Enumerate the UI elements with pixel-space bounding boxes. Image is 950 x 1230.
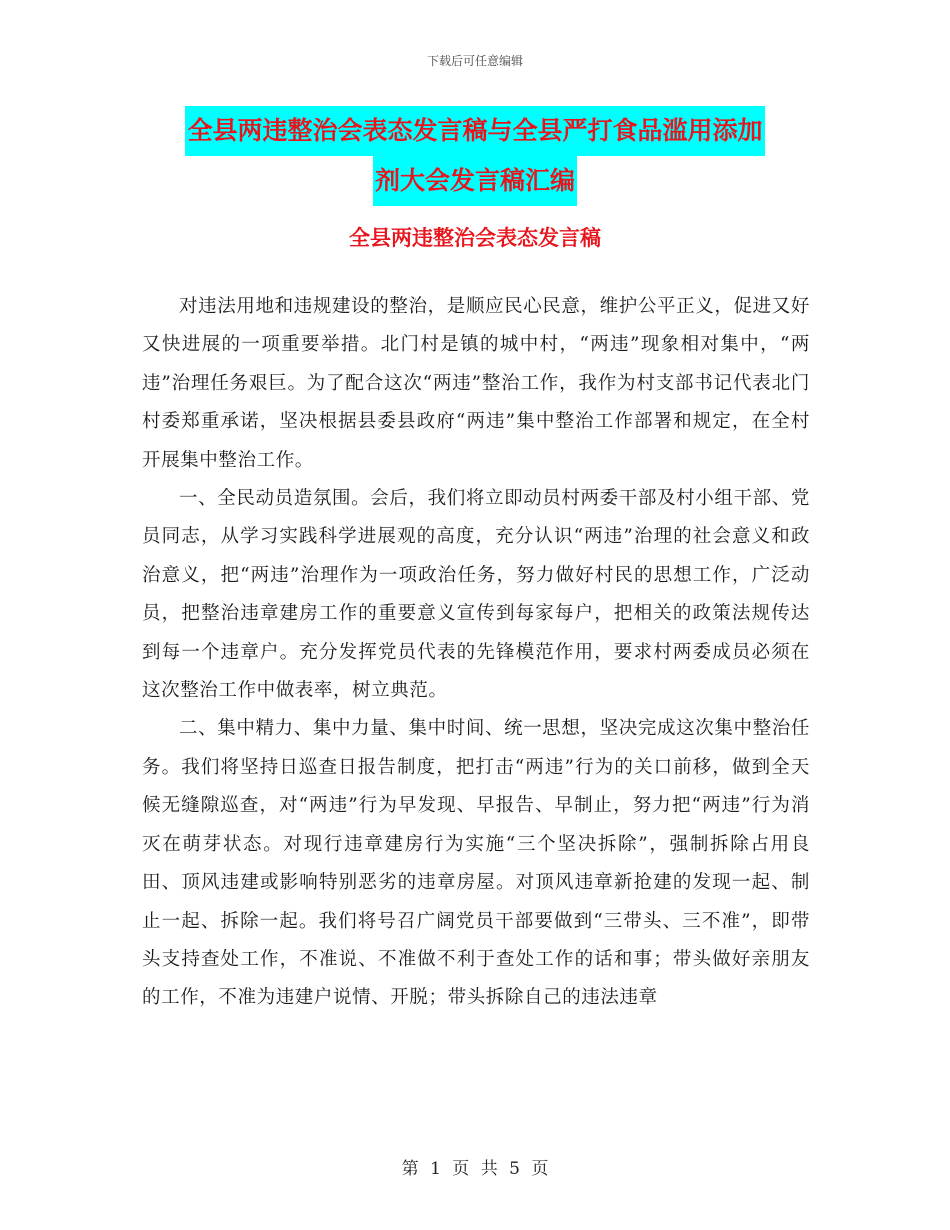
page-header-note: 下载后可任意编辑 [426,54,523,68]
paragraph-point-1: 一、全民动员造氛围。会后，我们将立即动员村两委干部及村小组干部、党员同志，从学习实践科学进展观的高度，充分认识“两违”治理的社会意义和政治意义，把“两违”治理作为一项政治任务，努力做好村民的思想工作，广泛动员，把整治违章建房工作的重要意义宣传到每家每户，把相关的政策法规传达到每一个违章户。充分发挥党员代表的先锋模范作用，要求村两委成员必须在这次整治工作中做表率，树立典范。 [142,488,810,702]
document-body [142,288,810,1018]
document-title [0,106,950,206]
page-number-footer: 第 1 页 共 5 页 [401,1159,549,1179]
document-title-line-2: 剂大会发言稿汇编 [373,156,577,206]
paragraph-point-2: 二、集中精力、集中力量、集中时间、统一思想，坚决完成这次集中整治任务。我们将坚持日巡查日报告制度，把打击“两违”行为的关口前移，做到全天候无缝隙巡查，对“两违”行为早发现、早报告、早制止，努力把“两违”行为消灭在萌芽状态。对现行违章建房行为实施“三个坚决拆除”，强制拆除占用良田、顶风违建或影响特别恶劣的违章房屋。对顶风违章新抢建的发现一起、制止一起、拆除一起。我们将号召广阔党员干部要做到“三带头、三不准”，即带头支持查处工作，不准说、不准做不利于查处工作的话和事；带头做好亲朋友的工作，不准为违建户说情、开脱；带头拆除自己的违法违章 [142,718,810,1009]
paragraph-intro: 对违法用地和违规建设的整治，是顺应民心民意，维护公平正义，促进又好又快进展的一项重要举措。北门村是镇的城中村，“两违”现象相对集中，“两违”治理任务艰巨。为了配合这次“两违”整治工作，我作为村支部书记代表北门村委郑重承诺，坚决根据县委县政府“两违”集中整治工作部署和规定，在全村开展集中整治工作。 [142,296,810,471]
document-title-line-1: 全县两违整治会表态发言稿与全县严打食品滥用添加 [185,106,764,156]
section-title: 全县两违整治会表态发言稿 [349,225,601,250]
